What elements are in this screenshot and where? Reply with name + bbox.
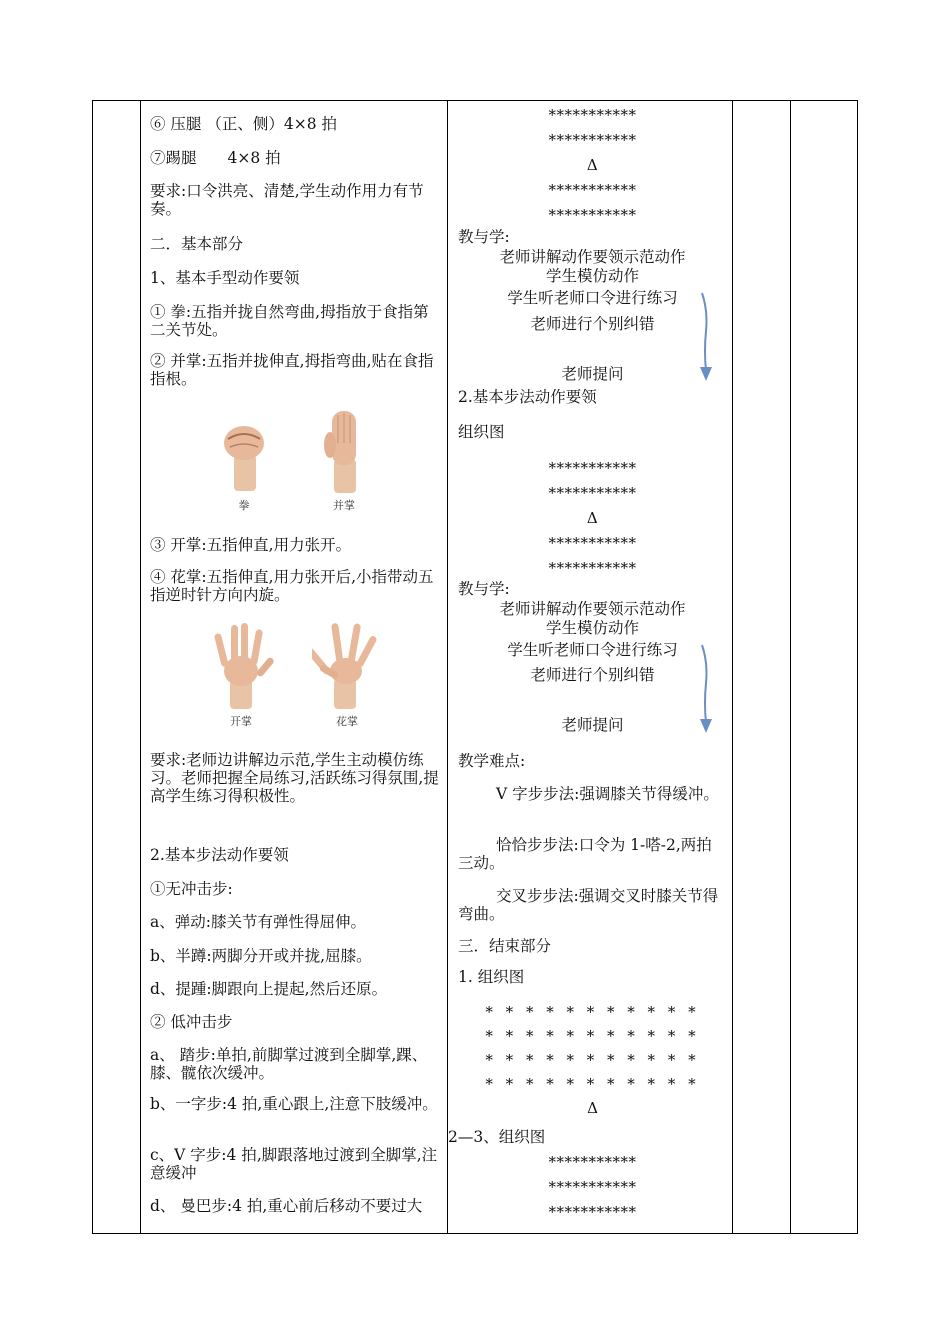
teacher-marker: Δ — [587, 1099, 598, 1117]
teach-step-3b: 学生听老师口令进行练习 — [507, 641, 678, 659]
step-bounce: a、弹动:膝关节有弹性得屈伸。 — [150, 913, 366, 931]
step-mambo: d、 曼巴步:4 拍,重心前后移动不要过大 — [150, 1197, 423, 1215]
star-row: *********** — [548, 459, 637, 477]
hand-shapes-image-1 — [141, 403, 447, 513]
low-impact-step: ② 低冲击步 — [150, 1013, 233, 1031]
no-impact-step: ①无冲击步: — [150, 880, 233, 898]
subsection-hand-shapes: 1、基本手型动作要领 — [150, 269, 300, 287]
flat-palm-hand-icon — [314, 403, 374, 495]
fist-hand-icon — [214, 403, 274, 495]
open-palm-hand-icon — [206, 619, 276, 711]
step-line: b、一字步:4 拍,重心跟上,注意下肢缓冲。 — [150, 1095, 438, 1113]
star-row: * * * * * * * * * * * — [485, 1075, 700, 1093]
org-chart-1-label: 1. 组织图 — [458, 968, 525, 986]
step-heel-raise: d、提踵:脚跟向上提起,然后还原。 — [150, 980, 388, 998]
fist-figure — [214, 403, 274, 513]
star-row: * * * * * * * * * * * — [485, 1027, 700, 1045]
star-row: *********** — [548, 534, 637, 552]
teacher-marker: Δ — [586, 509, 599, 527]
star-row: * * * * * * * * * * * — [485, 1003, 700, 1021]
organization-column — [448, 101, 733, 1233]
star-row: *********** — [548, 484, 637, 502]
star-row: *********** — [548, 106, 637, 124]
teacher-marker: Δ — [586, 156, 599, 174]
difficulty-cross: 交叉步步法:强调交叉时膝关节得弯曲。 — [458, 887, 719, 923]
content-column — [141, 101, 447, 1233]
open-palm-description: ③ 开掌:五指伸直,用力张开。 — [150, 536, 352, 554]
flower-palm-hand-icon — [312, 619, 382, 711]
star-row: *********** — [548, 181, 637, 199]
step-v: c、V 字步:4 拍,脚跟落地过渡到全脚掌,注意缓冲 — [150, 1146, 438, 1182]
teach-learn-label-2: 教与学: — [458, 580, 510, 598]
teach-step-2: 学生模仿动作 — [545, 267, 639, 285]
formation-3 — [458, 1000, 727, 1120]
item-leg-press: ⑥ 压腿 （正、侧）4×8 拍 — [150, 115, 337, 133]
difficulty-label: 教学难点: — [458, 752, 526, 770]
requirement-1: 要求:口令洪亮、清楚,学生动作用力有节奏。 — [150, 182, 424, 218]
flower-palm-figure — [312, 619, 382, 729]
star-row: * * * * * * * * * * * — [485, 1051, 700, 1069]
teach-step-2b: 学生模仿动作 — [545, 619, 639, 637]
formation-4 — [458, 1150, 727, 1225]
footwork-title: 2.基本步法动作要领 — [150, 846, 289, 864]
org-chart-23-label: 2—3、组织图 — [448, 1128, 546, 1146]
flower-palm-description: ④ 花掌:五指伸直,用力张开后,小指带动五指逆时针方向内旋。 — [150, 568, 434, 604]
open-palm-caption: 开掌 — [230, 715, 252, 728]
fist-caption: 拳 — [238, 499, 250, 512]
teach-step-3: 学生听老师口令进行练习 — [507, 289, 678, 307]
footwork-title-mid: 2.基本步法动作要领 — [458, 388, 597, 406]
section-closing: 三．结束部分 — [458, 937, 552, 955]
teach-step-5: 老师提问 — [561, 365, 624, 383]
flow-arrow-icon — [698, 643, 718, 735]
teach-learn-label: 教与学: — [458, 228, 510, 246]
teach-step-4: 老师进行个别纠错 — [530, 315, 655, 333]
section-basic: 二．基本部分 — [150, 235, 244, 253]
star-row: *********** — [548, 206, 637, 224]
formation-1 — [458, 103, 727, 228]
teach-step-4b: 老师进行个别纠错 — [530, 666, 655, 684]
difficulty-chacha: 恰恰步步法:口令为 1-嗒-2,两拍三动。 — [458, 836, 712, 872]
teach-step-1: 老师讲解动作要领示范动作 — [499, 248, 686, 266]
flat-palm-caption: 并掌 — [333, 499, 355, 512]
star-row: *********** — [548, 1178, 637, 1196]
item-leg-kick: ⑦踢腿 4×8 拍 — [150, 149, 281, 167]
star-row: *********** — [548, 131, 637, 149]
step-half-squat: b、半蹲:两脚分开或并拢,屈膝。 — [150, 947, 372, 965]
requirement-2: 要求:老师边讲解边示范,学生主动模仿练习。老师把握全局练习,活跃练习得氛围,提高学生练习得积极性。 — [150, 751, 439, 805]
flower-palm-caption: 花掌 — [336, 715, 358, 728]
teach-step-5b: 老师提问 — [561, 716, 624, 734]
star-row: *********** — [548, 559, 637, 577]
teach-step-1b: 老师讲解动作要领示范动作 — [499, 600, 686, 618]
step-march: a、 踏步:单拍,前脚掌过渡到全脚掌,踝、膝、髋依次缓冲。 — [150, 1046, 428, 1082]
star-row: *********** — [548, 1203, 637, 1221]
star-row: *********** — [548, 1153, 637, 1171]
fist-description: ① 拳:五指并拢自然弯曲,拇指放于食指第二关节处。 — [150, 303, 429, 339]
lesson-plan-table — [92, 100, 858, 1234]
hand-shapes-image-2 — [141, 619, 447, 729]
palm-description: ② 并掌:五指并拢伸直,拇指弯曲,贴在食指指根。 — [150, 352, 434, 388]
difficulty-v-step: V 字步步法:强调膝关节得缓冲。 — [496, 785, 719, 803]
flat-palm-figure — [314, 403, 374, 513]
open-palm-figure — [206, 619, 276, 729]
column-divider — [790, 101, 791, 1233]
formation-2 — [458, 456, 727, 581]
flow-arrow-icon — [698, 291, 718, 383]
org-chart-label: 组织图 — [458, 423, 505, 441]
